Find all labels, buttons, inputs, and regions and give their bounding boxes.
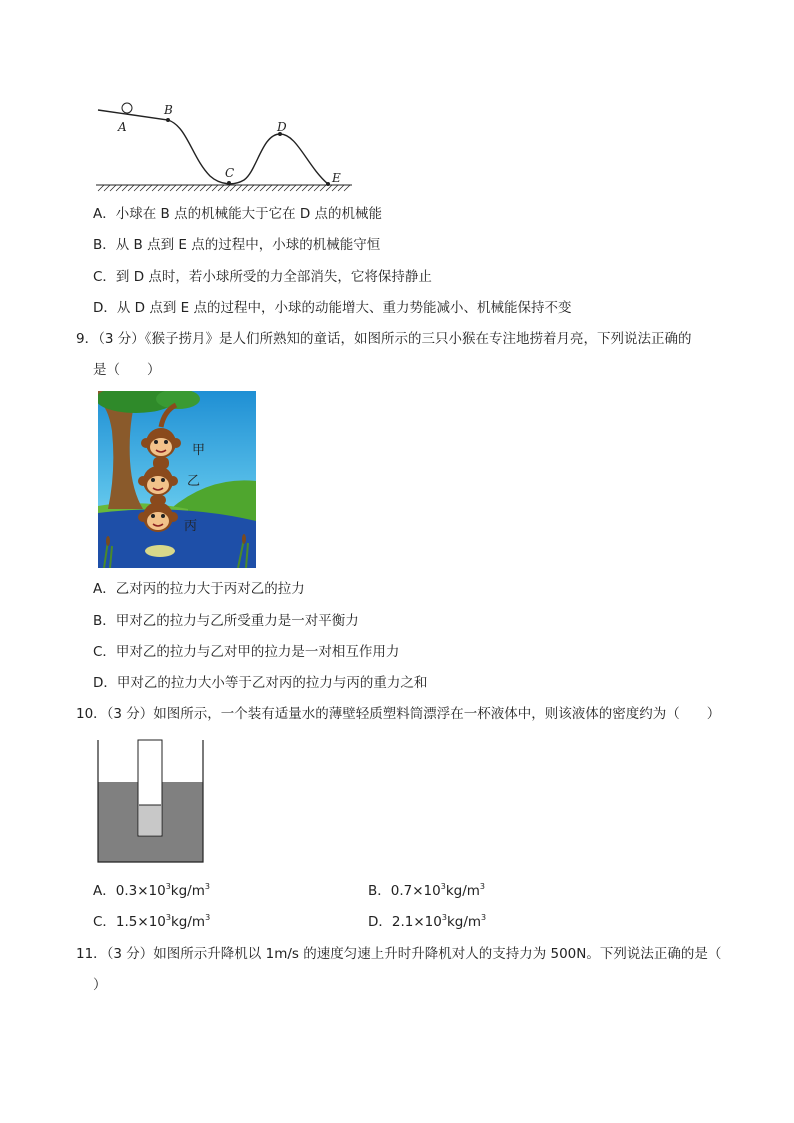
label-bing: 丙 [184, 519, 198, 534]
q10-option-d-unit: kg/m [446, 914, 482, 930]
q10-option-a-unit-exp: 3 [204, 882, 210, 891]
q9-option-d: D．甲对乙的拉力大小等于乙对丙的拉力与丙的重力之和 [93, 675, 428, 691]
point-c [227, 181, 231, 185]
label-b: B [164, 103, 173, 117]
q8-option-b: B．从 B 点到 E 点的过程中，小球的机械能守恒 [93, 237, 381, 253]
water-in-tube [139, 805, 161, 835]
q8-option-c: C．到 D 点时，若小球所受的力全部消失，它将保持静止 [93, 269, 432, 285]
label-a: A [118, 120, 127, 134]
q9-option-b: B．甲对乙的拉力与乙所受重力是一对平衡力 [93, 613, 359, 629]
q9-stem-line1: 9．（3 分）《猴子捞月》是人们所熟知的童话，如图所示的三只小猴在专注地捞着月亮，下列说法正确的 [76, 331, 692, 347]
q8-option-a: A．小球在 B 点的机械能大于它在 D 点的机械能 [93, 206, 383, 222]
q10-option-b-unit-exp: 3 [479, 882, 486, 891]
monkeys-illustration [98, 391, 256, 568]
q10-option-d-prefix: D．2.1×10 [368, 914, 442, 930]
q10-stem: 10．（3 分）如图所示，一个装有适量水的薄壁轻质塑料筒漂浮在一杯液体中，则该液体的密度约为（ ） [76, 706, 721, 722]
floating-tube-diagram [96, 738, 208, 866]
q10-option-b-prefix: B．0.7×10 [368, 883, 441, 899]
label-d: D [277, 120, 287, 134]
q10-option-c-prefix: C．1.5×10 [93, 914, 166, 930]
q9-option-a: A．乙对丙的拉力大于丙对乙的拉力 [93, 581, 305, 597]
q10-option-b-unit: kg/m [445, 883, 480, 899]
q10-option-c-exp: 3 [165, 913, 171, 922]
q11-stem-line1: 11．（3 分）如图所示升降机以 1m/s 的速度匀速上升时升降机对人的支持力为 500N。下列说法正确的是（ [76, 946, 722, 962]
q8-option-d: D．从 D 点到 E 点的过程中，小球的动能增大、重力势能减小、机械能保持不变 [93, 300, 572, 316]
label-jia: 甲 [192, 443, 206, 458]
point-b [166, 118, 170, 122]
q10-option-a-exp: 3 [165, 882, 171, 891]
label-c: C [225, 166, 235, 180]
q10-option-a-prefix: A．0.3×10 [93, 883, 166, 899]
track-diagram [92, 96, 357, 196]
q10-option-c-unit-exp: 3 [205, 913, 211, 922]
q10-option-b [368, 882, 485, 900]
q10-option-d [368, 913, 486, 931]
track-curve [98, 110, 328, 184]
q10-option-c-unit: kg/m [170, 914, 206, 930]
moon-reflection [145, 545, 175, 557]
ground-hatching [98, 185, 350, 191]
q10-option-a-unit: kg/m [170, 883, 205, 899]
q9-option-c: C．甲对乙的拉力与乙对甲的拉力是一对相互作用力 [93, 644, 400, 660]
label-yi: 乙 [187, 474, 201, 489]
ball [122, 103, 132, 113]
q10-option-d-unit-exp: 3 [481, 913, 487, 922]
q11-stem-line2: ） [93, 977, 107, 993]
q10-option-c [93, 913, 210, 931]
q9-stem-line2: 是（ ） [93, 362, 161, 378]
q10-option-b-exp: 3 [440, 882, 446, 891]
label-e: E [332, 171, 341, 185]
q10-option-a [93, 882, 210, 900]
point-e [326, 182, 330, 186]
q10-option-d-exp: 3 [441, 913, 447, 922]
